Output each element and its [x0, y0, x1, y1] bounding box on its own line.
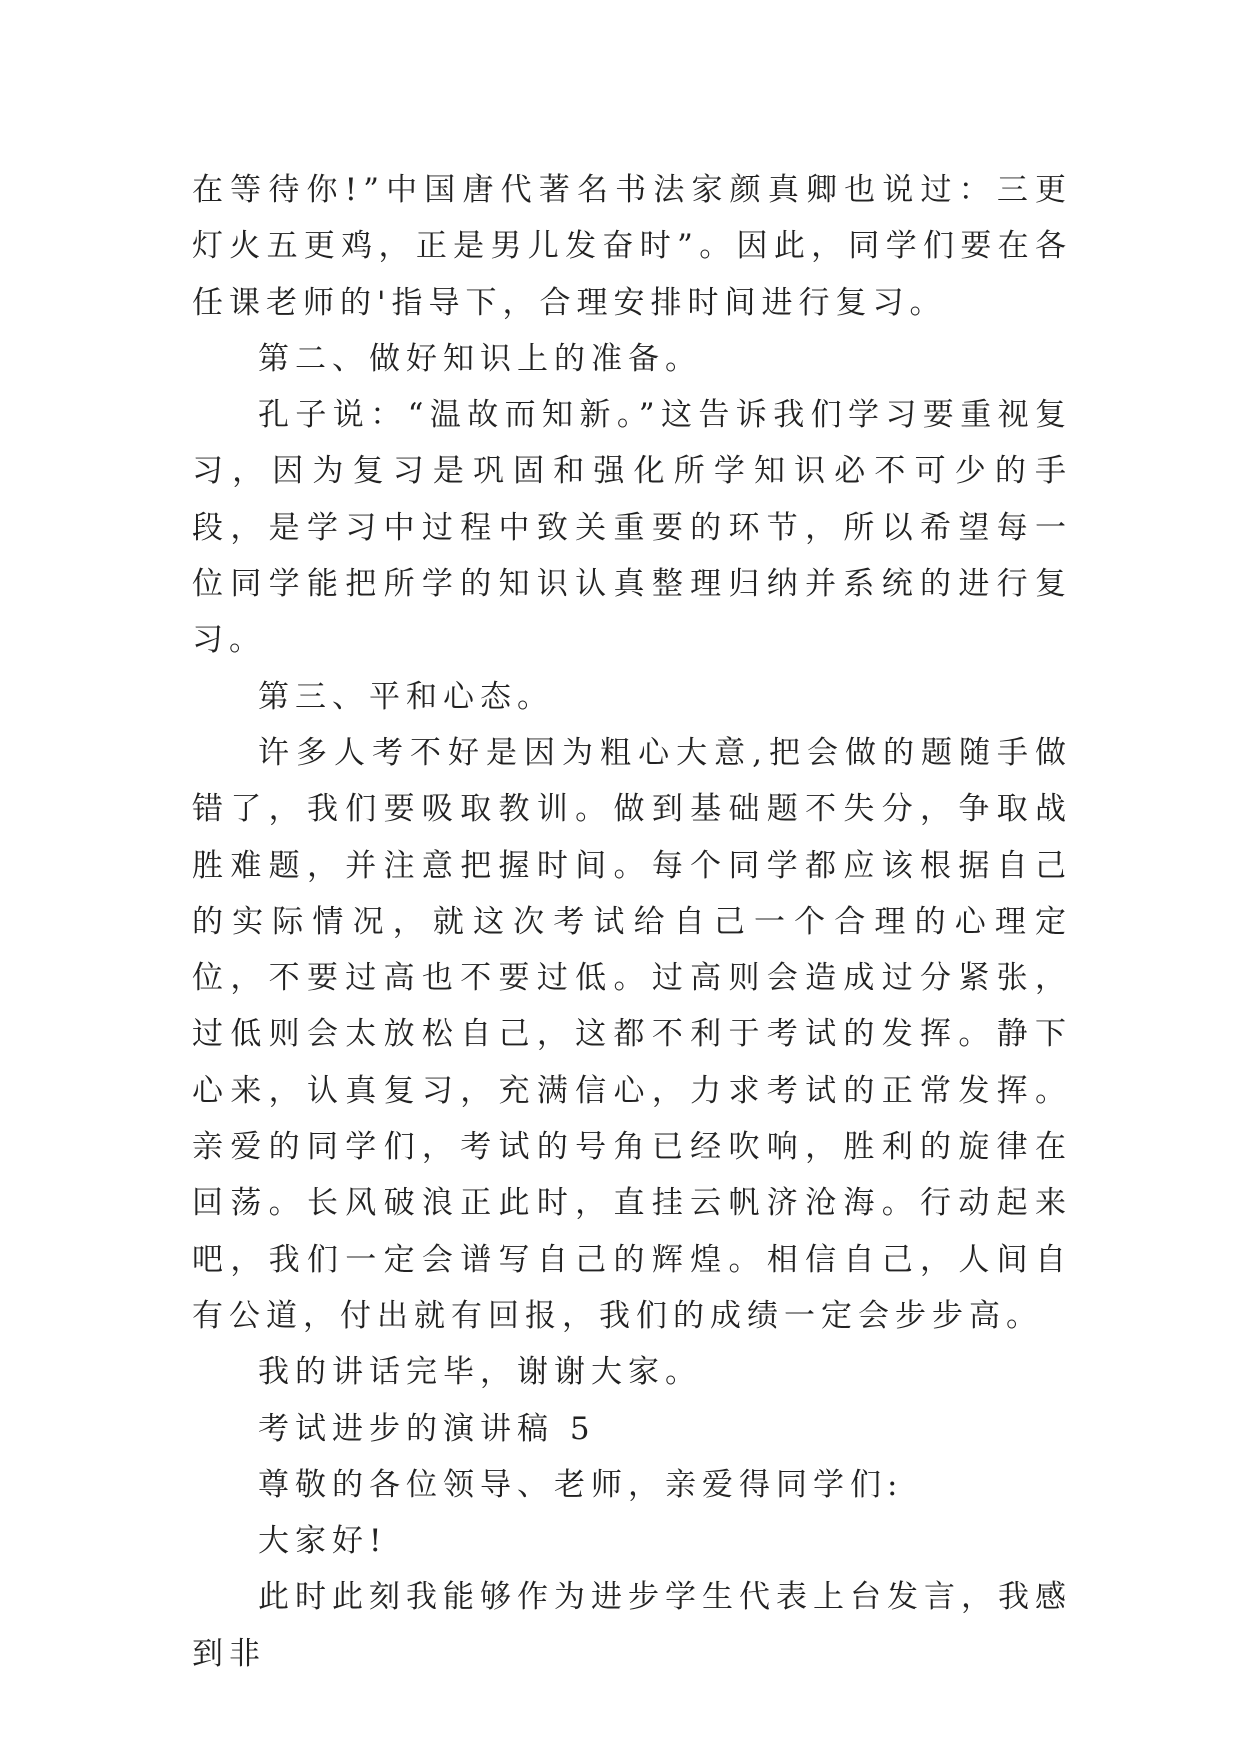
paragraph: 在等待你!”中国唐代著名书法家颜真卿也说过：三更灯火五更鸡，正是男儿发奋时”。因此，同学们要在各任课老师的'指导下，合理安排时间进行复习。: [192, 172, 1072, 321]
paragraph: 孔子说：“温故而知新。”这告诉我们学习要重视复习，因为复习是巩固和强化所学知识必不可少的手段，是学习中过程中致关重要的环节，所以希望每一位同学能把所学的知识认真整理归纳并系统的进行复习。: [192, 397, 1072, 659]
paragraph-heading: 第三、平和心态。: [258, 678, 554, 715]
salutation: 尊敬的各位领导、老师，亲爱得同学们:: [258, 1466, 904, 1503]
document-body: [192, 162, 1072, 1682]
section-title: 考试进步的演讲稿 5: [258, 1410, 596, 1447]
paragraph: 我的讲话完毕，谢谢大家。: [258, 1354, 702, 1391]
paragraph: 许多人考不好是因为粗心大意,把会做的题随手做错了，我们要吸取教训。做到基础题不失分，争取战胜难题，并注意把握时间。每个同学都应该根据自己的实际情况，就这次考试给自己一个合理的心理定位，不要过高也不要过低。过高则会造成过分紧张，过低则会太放松自己，这都不利于考试的发挥。静下心来，认真复习，充满信心，力求考试的正常发挥。 亲爱的同学们，考试的号角已经吹响，胜利的旋律在回荡。长风破浪正此时，直挂云帆济沧海。行动起来吧，我们一定会谱写自己的辉煌。相信自己，人间自有公道，付出就有回报，我们的成绩一定会步步高。: [192, 734, 1072, 1334]
greeting: 大家好!: [258, 1523, 388, 1560]
paragraph: 此时此刻我能够作为进步学生代表上台发言，我感到非: [192, 1579, 1072, 1672]
paragraph-heading: 第二、做好知识上的准备。: [258, 340, 702, 377]
